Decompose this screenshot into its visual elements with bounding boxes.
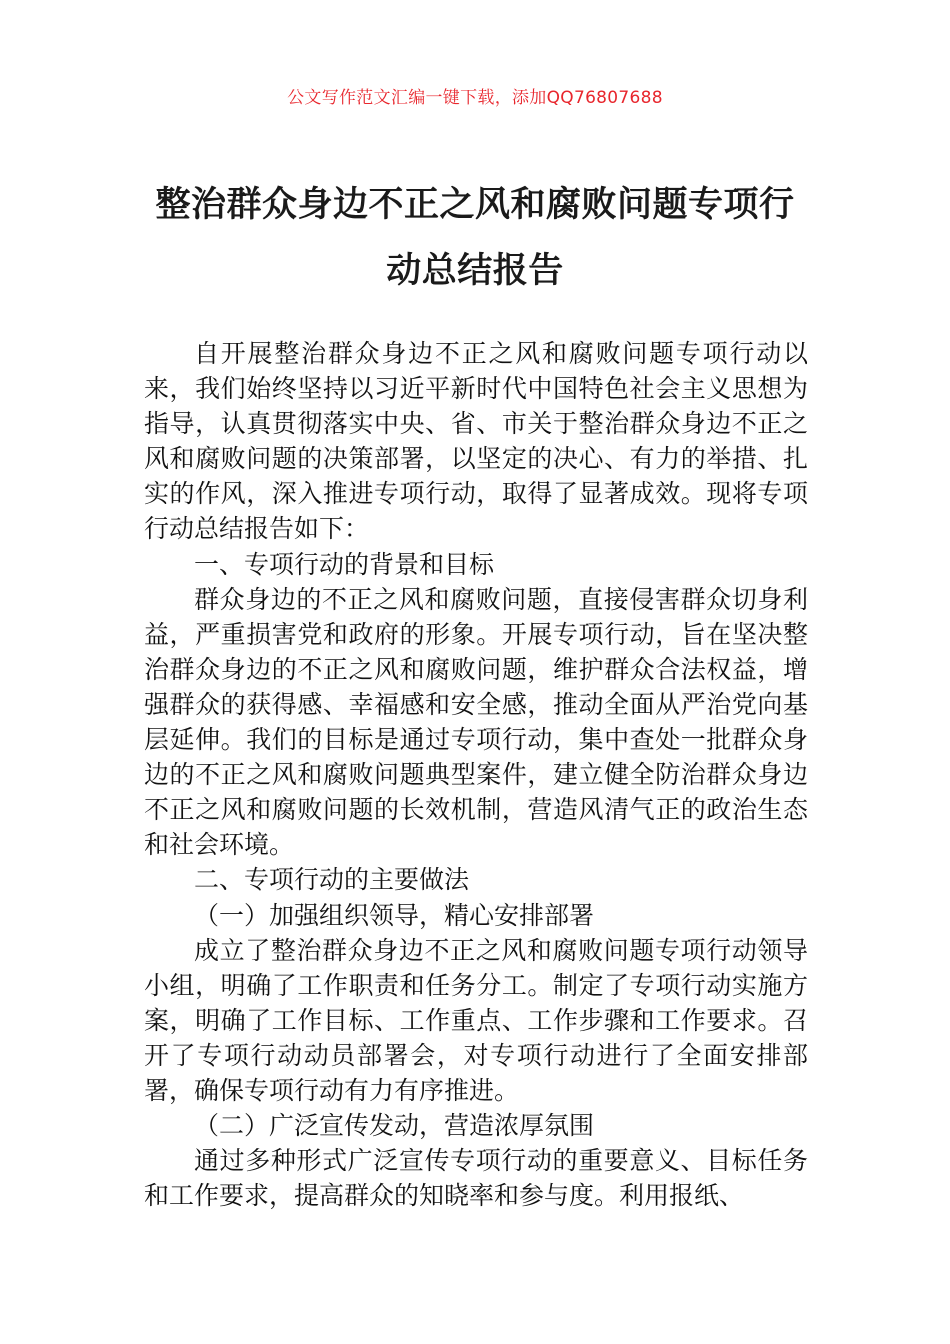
paragraph-intro: 自开展整治群众身边不正之风和腐败问题专项行动以来，我们始终坚持以习近平新时代中国特色社会主义思想为指导，认真贯彻落实中央、省、市关于整治群众身边不正之风和腐败问题的决策部署，以坚定的决心、有力的举措、扎实的作风，深入推进专项行动，取得了显著成效。现将专项行动总结报告如下： [144, 339, 808, 544]
document-body [144, 336, 808, 1213]
paragraph-organization: 成立了整治群众身边不正之风和腐败问题专项行动领导小组，明确了工作职责和任务分工。制定了专项行动实施方案，明确了工作目标、工作重点、工作步骤和工作要求。召开了专项行动动员部署会，对专项行动进行了全面安排部署，确保专项行动有力有序推进。 [144, 935, 808, 1105]
paragraph-background: 群众身边的不正之风和腐败问题，直接侵害群众切身利益，严重损害党和政府的形象。开展专项行动，旨在坚决整治群众身边的不正之风和腐败问题，维护群众合法权益，增强群众的获得感、幸福感和安全感，推动全面从严治党向基层延伸。我们的目标是通过专项行动，集中查处一批群众身边的不正之风和腐败问题典型案件，建立健全防治群众身边不正之风和腐败问题的长效机制，营造风清气正的政治生态和社会环境。 [144, 584, 808, 860]
subsection-heading-2: （二）广泛宣传发动，营造浓厚氛围 [194, 1111, 595, 1141]
title-line-1: 整治群众身边不正之风和腐败问题专项行 [155, 185, 795, 225]
subsection-heading-1: （一）加强组织领导，精心安排部署 [194, 900, 595, 930]
watermark-text: 公文写作范文汇编一键下载，添加QQ76807688 [287, 88, 663, 108]
document-title [150, 172, 800, 304]
paragraph-publicity: 通过多种形式广泛宣传专项行动的重要意义、目标任务和工作要求，提高群众的知晓率和参与度。利用报纸、 [144, 1146, 808, 1211]
section-heading-2: 二、专项行动的主要做法 [194, 865, 470, 895]
section-heading-1: 一、专项行动的背景和目标 [194, 549, 495, 579]
title-line-2: 动总结报告 [386, 251, 564, 291]
